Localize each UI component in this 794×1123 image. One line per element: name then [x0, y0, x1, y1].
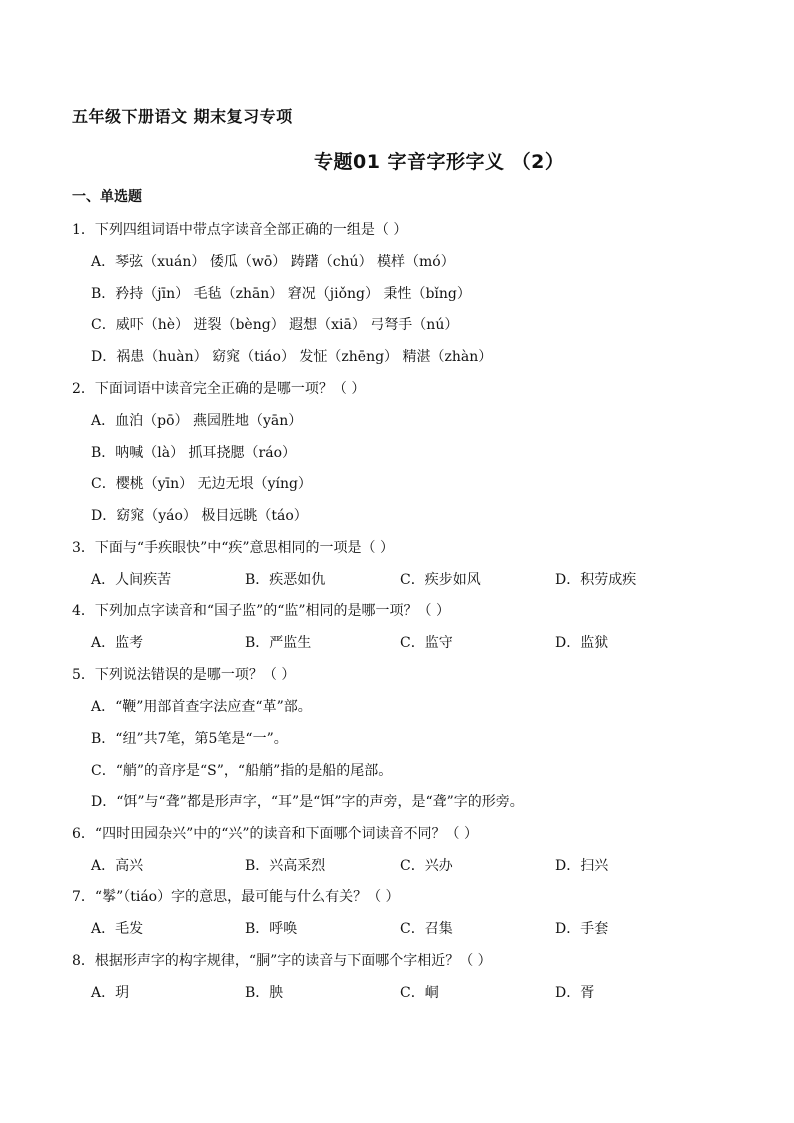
question-6-option-b: B．兴高采烈: [245, 858, 326, 874]
question-4-option-d: D．监狱: [555, 635, 609, 651]
question-8-stem: 8．根据形声字的构字规律，“胴”字的读音与下面哪个字相近？（ ）: [72, 953, 492, 969]
page-title: 专题01 字音字形字义 （2）: [314, 151, 565, 173]
question-3-option-b: B．疾恶如仇: [245, 572, 326, 588]
question-7-option-b: B．呼唤: [245, 921, 298, 937]
question-2-stem: 2．下面词语中读音完全正确的是哪一项？（ ）: [72, 381, 366, 397]
question-6-option-a: A．高兴: [91, 858, 144, 874]
question-4-option-c: C．监守: [400, 635, 453, 651]
question-6-stem: 6．“四时田园杂兴”中的“兴”的读音和下面哪个词读音不同？（ ）: [72, 826, 478, 842]
question-1-option-b: B．矜持（jīn） 毛毡（zhān） 窘况（jiǒng） 秉性（bǐng）: [91, 286, 471, 302]
question-8-option-a: A．玥: [91, 985, 130, 1001]
question-2-option-b: B．呐喊（là） 抓耳挠腮（ráo）: [91, 445, 297, 461]
question-7-option-d: D．手套: [555, 921, 609, 937]
question-5-option-a: A．“鞭”用部首查字法应查“革”部。: [91, 699, 312, 715]
question-3-option-c: C．疾步如风: [400, 572, 481, 588]
question-2-option-d: D．窈窕（yáo） 极目远眺（táo）: [91, 508, 308, 524]
question-6-option-c: C．兴办: [400, 858, 453, 874]
question-2-option-c: C．樱桃（yīn） 无边无垠（yíng）: [91, 476, 312, 492]
document-header: 五年级下册语文 期末复习专项: [72, 107, 293, 126]
question-8-option-c: C．峒: [400, 985, 439, 1001]
question-7-option-a: A．毛发: [91, 921, 144, 937]
question-4-option-b: B．严监生: [245, 635, 312, 651]
question-3-option-d: D．积劳成疾: [555, 572, 637, 588]
question-4-stem: 4．下列加点字读音和“国子监”的“监”相同的是哪一项？（ ）: [72, 603, 450, 619]
question-4-option-a: A．监考: [91, 635, 144, 651]
question-2-option-a: A．血泊（pō） 燕园胜地（yān）: [91, 413, 303, 429]
question-5-option-d: D．“饵”与“聋”都是形声字，“耳”是“饵”字的声旁，是“聋”字的形旁。: [91, 794, 524, 810]
question-7-option-c: C．召集: [400, 921, 453, 937]
question-1-option-d: D．祸患（huàn） 窈窕（tiáo） 发怔（zhēng） 精湛（zhàn）: [91, 349, 493, 365]
question-3-stem: 3．下面与“手疾眼快”中“疾”意思相同的一项是（ ）: [72, 540, 394, 556]
question-6-option-d: D．扫兴: [555, 858, 609, 874]
question-1-stem: 1．下列四组词语中带点字读音全部正确的一组是（ ）: [72, 222, 408, 238]
question-5-option-b: B．“纽”共7笔，第5笔是“一”。: [91, 731, 288, 747]
question-5-stem: 5．下列说法错误的是哪一项？（ ）: [72, 667, 296, 683]
question-1-option-c: C．威吓（hè） 迸裂（bèng） 遐想（xiā） 弓弩手（nú）: [91, 317, 459, 333]
question-3-option-a: A．人间疾苦: [91, 572, 172, 588]
question-5-option-c: C．“艄”的音序是“S”，“船艄”指的是船的尾部。: [91, 763, 393, 779]
question-1-option-a: A．琴弦（xuán） 倭瓜（wō） 踌躇（chú） 模样（mó）: [91, 254, 455, 270]
question-7-stem: 7．“鬇”（tiáo）字的意思，最可能与什么有关？（ ）: [72, 889, 400, 905]
question-8-option-b: B．胦: [245, 985, 284, 1001]
question-8-option-d: D．胥: [555, 985, 595, 1001]
section-heading: 一、单选题: [72, 189, 142, 205]
